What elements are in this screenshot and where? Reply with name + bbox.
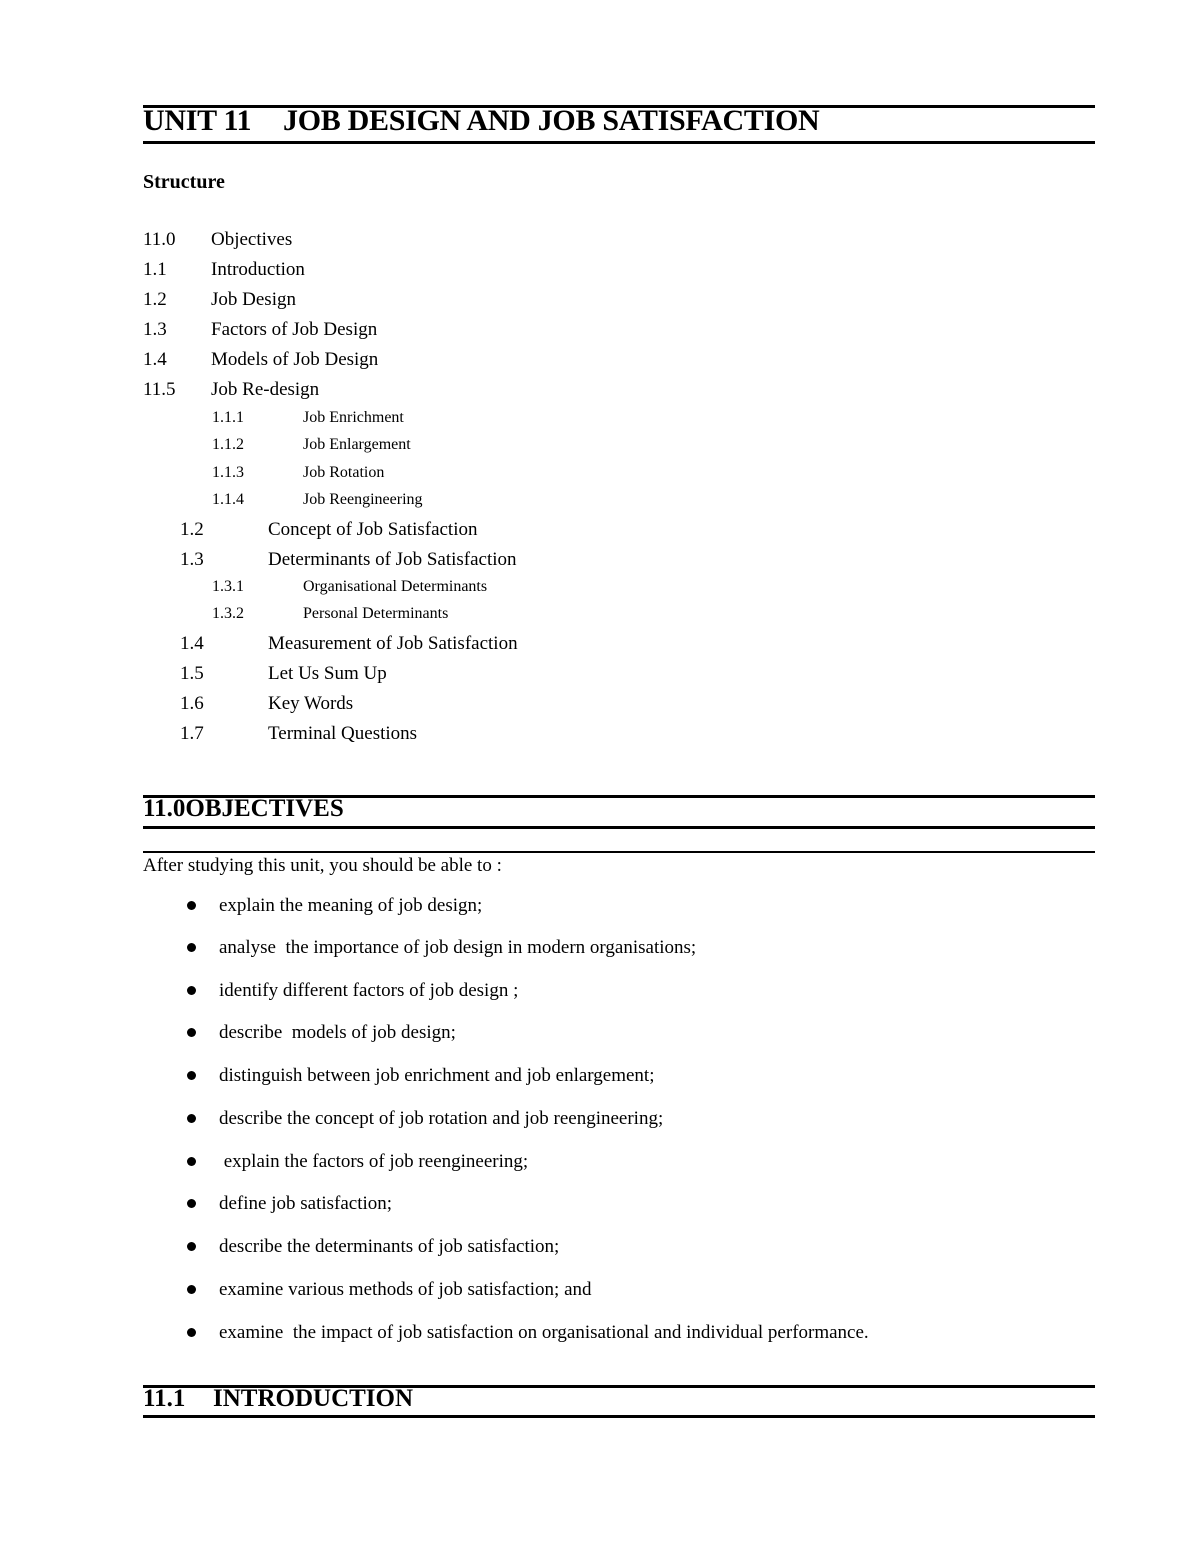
toc-number: 1.3 (180, 549, 204, 570)
toc-sublabel: Job Enlargement (303, 436, 411, 453)
toc-sublabel: Organisational Determinants (303, 578, 488, 595)
toc-label: Terminal Questions (268, 723, 418, 744)
toc-label: Job Re-design (211, 379, 320, 400)
toc-label: Models of Job Design (211, 349, 379, 370)
objectives-separator-rule (143, 851, 1095, 853)
toc-sublabel: Job Rotation (303, 464, 385, 481)
toc-label: Let Us Sum Up (268, 663, 387, 684)
toc-number: 1.7 (180, 723, 204, 744)
objective-item: distinguish between job enrichment and job enlargement; (219, 1065, 655, 1086)
bullet-icon (187, 1114, 196, 1123)
toc-sublabel: Job Enrichment (303, 409, 404, 426)
toc-label: Determinants of Job Satisfaction (268, 549, 517, 570)
toc-number: 1.2 (180, 519, 204, 540)
toc-label: Job Design (211, 289, 296, 310)
introduction-bottom-rule (143, 1415, 1095, 1418)
objectives-bottom-rule (143, 826, 1095, 829)
toc-number: 1.5 (180, 663, 204, 684)
toc-label: Introduction (211, 259, 305, 280)
toc-subnumber: 1.1.4 (212, 491, 244, 508)
bullet-icon (187, 1242, 196, 1251)
objective-item: describe models of job design; (219, 1022, 456, 1043)
toc-sublabel: Job Reengineering (303, 491, 423, 508)
toc-label: Objectives (211, 229, 293, 250)
objective-item: analyse the importance of job design in modern organisations; (219, 937, 697, 958)
toc-subnumber: 1.1.3 (212, 464, 244, 481)
title-bottom-rule (143, 141, 1095, 144)
bullet-icon (187, 1285, 196, 1294)
bullet-icon (187, 1071, 196, 1080)
toc-sublabel: Personal Determinants (303, 605, 449, 622)
toc-number: 1.2 (143, 289, 167, 310)
toc-label: Measurement of Job Satisfaction (268, 633, 518, 654)
bullet-icon (187, 1199, 196, 1208)
unit-number: UNIT 11 (143, 104, 252, 137)
toc-label: Key Words (268, 693, 354, 714)
toc-number: 11.0 (143, 229, 176, 250)
bullet-icon (187, 901, 196, 910)
introduction-number: 11.1 (143, 1385, 186, 1412)
bullet-icon (187, 986, 196, 995)
structure-heading: Structure (143, 171, 225, 193)
toc-subnumber: 1.3.2 (212, 605, 244, 622)
objective-item: describe the concept of job rotation and job reengineering; (219, 1108, 664, 1129)
toc-subnumber: 1.3.1 (212, 578, 244, 595)
introduction-heading: INTRODUCTION (213, 1385, 414, 1412)
toc-number: 1.6 (180, 693, 204, 714)
bullet-icon (187, 1328, 196, 1337)
objective-item: explain the meaning of job design; (219, 895, 483, 916)
bullet-icon (187, 1028, 196, 1037)
bullet-icon (187, 943, 196, 952)
objectives-heading: 11.0OBJECTIVES (143, 795, 344, 822)
toc-subnumber: 1.1.2 (212, 436, 244, 453)
toc-number: 1.1 (143, 259, 167, 280)
toc-number: 1.3 (143, 319, 167, 340)
toc-label: Concept of Job Satisfaction (268, 519, 478, 540)
unit-title: JOB DESIGN AND JOB SATISFACTION (283, 104, 820, 137)
bullet-icon (187, 1157, 196, 1166)
objective-item: explain the factors of job reengineering; (219, 1151, 529, 1172)
objectives-intro: After studying this unit, you should be able to : (143, 855, 502, 876)
objective-item: examine the impact of job satisfaction on organisational and individual performance. (219, 1322, 869, 1343)
objective-item: examine various methods of job satisfaction; and (219, 1279, 592, 1300)
toc-number: 1.4 (143, 349, 167, 370)
objective-item: identify different factors of job design ; (219, 980, 519, 1001)
objective-item: define job satisfaction; (219, 1193, 393, 1214)
toc-label: Factors of Job Design (211, 319, 378, 340)
toc-number: 1.4 (180, 633, 204, 654)
toc-subnumber: 1.1.1 (212, 409, 244, 426)
objective-item: describe the determinants of job satisfaction; (219, 1236, 560, 1257)
toc-number: 11.5 (143, 379, 176, 400)
